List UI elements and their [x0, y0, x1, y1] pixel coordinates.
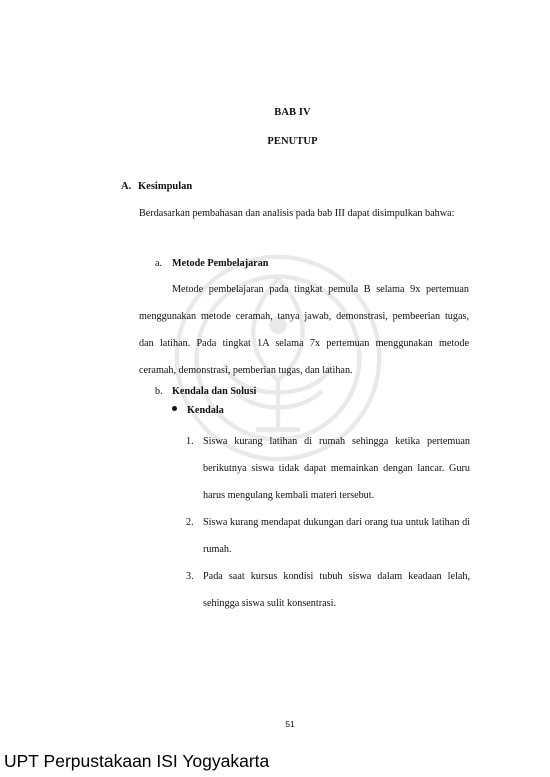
page-number: 51 — [285, 719, 295, 729]
subsection-b-marker: b. — [155, 386, 163, 397]
section-heading — [121, 181, 192, 192]
list-item-text: Siswa kurang mendapat dukungan dari orang tua untuk latihan di rumah. — [203, 517, 470, 555]
chapter-number: BAB IV — [274, 107, 311, 118]
subsection-a-text: Metode pembelajaran pada tingkat pemula B selama 9x pertemuan menggunakan metode ceramah, tanya jawab, demonstrasi, pembeerian tugas, dan latihan. Pada tingkat 1A selama 7x pertemuan menggunakan metode ceramah, demonstrasi, pemberian tugas, dan latihan. — [139, 284, 469, 376]
section-intro: Berdasarkan pembahasan dan analisis pada bab III dapat disimpulkan bahwa: — [139, 208, 455, 219]
subsection-a-title: Metode Pembelajaran — [172, 258, 269, 269]
subsection-a-heading — [155, 258, 268, 269]
bullet-heading — [172, 405, 224, 416]
list-item — [186, 563, 470, 617]
list-item-number: 1. — [186, 436, 194, 447]
footer-library-label: UPT Perpustakaan ISI Yogyakarta — [4, 751, 270, 771]
list-item-number: 2. — [186, 517, 194, 528]
bullet-icon — [172, 406, 177, 411]
chapter-title: PENUTUP — [267, 136, 318, 147]
list-item — [186, 428, 470, 509]
list-item-text: Pada saat kursus kondisi tubuh siswa dalam keadaan lelah, sehingga siswa sulit konsentrasi. — [203, 571, 470, 609]
section-marker: A. — [121, 181, 132, 192]
list-item — [186, 509, 470, 563]
bullet-title: Kendala — [187, 405, 224, 416]
subsection-b-heading — [155, 386, 256, 397]
section-title: Kesimpulan — [138, 181, 193, 192]
list-item-text: Siswa kurang latihan di rumah sehingga ketika pertemuan berikutnya siswa tidak dapat memainkan dengan lancar. Guru harus mengulang kembali materi tersebut. — [203, 436, 470, 501]
list-item-number: 3. — [186, 571, 194, 582]
subsection-a-marker: a. — [155, 258, 163, 269]
subsection-b-title: Kendala dan Solusi — [172, 386, 257, 397]
